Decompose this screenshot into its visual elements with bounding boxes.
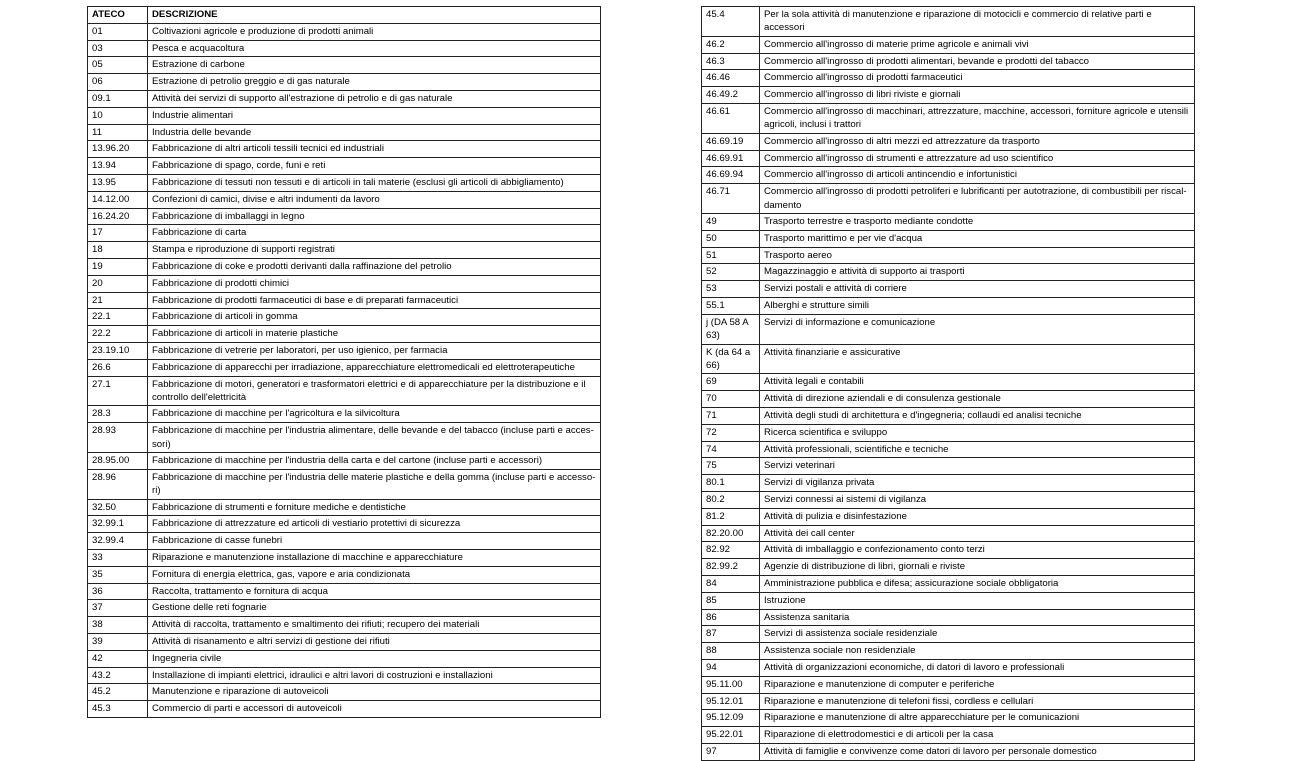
table-row [88,174,601,191]
table-row [88,74,601,91]
ateco-code-cell: 81.2 [702,508,760,525]
ateco-code-cell: 71 [702,408,760,425]
description-cell: Industria delle bevande [148,124,601,141]
table-row [88,650,601,667]
ateco-code-cell: 43.2 [88,667,148,684]
description-cell: Servizi di informazione e comunicazione [760,314,1195,344]
description-cell: Fabbricazione di attrezzature ed articoli di vestiario protettivi di sicurezza [148,516,601,533]
table-row [702,525,1195,542]
description-cell: Fabbricazione di imballaggi in legno [148,208,601,225]
table-row [88,423,601,453]
header-description: DESCRIZIONE [148,7,601,24]
description-cell: Riparazione e manutenzione di telefoni fissi, cordless e cellulari [760,693,1195,710]
ateco-code-cell: 46.49.2 [702,87,760,104]
ateco-code-cell: 39 [88,633,148,650]
table-row [702,104,1195,134]
description-cell: Servizi postali e attività di corriere [760,281,1195,298]
description-cell: Amministrazione pubblica e difesa; assicurazione sociale obbligatoria [760,575,1195,592]
description-cell: Commercio di parti e accessori di autoveicoli [148,701,601,718]
description-cell: Confezioni di camici, divise e altri indumenti da lavoro [148,191,601,208]
table-row [702,693,1195,710]
description-cell: Fabbricazione di strumenti e forniture mediche e dentistiche [148,499,601,516]
table-row [88,583,601,600]
ateco-code-cell: 45.3 [88,701,148,718]
ateco-code-cell: 87 [702,626,760,643]
ateco-code-cell: 46.3 [702,53,760,70]
ateco-code-cell: 26.6 [88,359,148,376]
ateco-code-cell: 46.2 [702,36,760,53]
description-cell: Commercio all'ingrosso di altri mezzi ed attrezzature da trasporto [760,133,1195,150]
table-row [88,208,601,225]
ateco-code-cell: 01 [88,23,148,40]
description-cell: Commercio all'ingrosso di prodotti farmaceutici [760,70,1195,87]
ateco-code-cell: 55.1 [702,298,760,315]
table-row [702,314,1195,344]
ateco-code-cell: 82.99.2 [702,559,760,576]
description-cell: Estrazione di carbone [148,57,601,74]
ateco-code-cell: 33 [88,549,148,566]
table-row [702,424,1195,441]
table-row [88,499,601,516]
description-cell: Commercio all'ingrosso di materie prime agricole e animali vivi [760,36,1195,53]
ateco-code-cell: 05 [88,57,148,74]
description-cell: Attività degli studi di architettura e d'ingegneria; collaudi ed analisi tecniche [760,408,1195,425]
table-row [88,701,601,718]
table-row [88,275,601,292]
ateco-code-cell: 72 [702,424,760,441]
ateco-code-cell: 85 [702,592,760,609]
ateco-code-cell: 22.1 [88,309,148,326]
description-cell: Estrazione di petrolio greggio e di gas naturale [148,74,601,91]
description-cell: Fabbricazione di carta [148,225,601,242]
ateco-code-cell: 28.3 [88,406,148,423]
ateco-code-cell: 28.93 [88,423,148,453]
table-row [702,150,1195,167]
ateco-code-cell: 42 [88,650,148,667]
description-cell: Fabbricazione di macchine per l'agricoltura e la silvicoltura [148,406,601,423]
ateco-code-cell: 86 [702,609,760,626]
ateco-code-cell: 03 [88,40,148,57]
table-row [702,408,1195,425]
description-cell: Fabbricazione di spago, corde, funi e reti [148,158,601,175]
table-row [88,242,601,259]
ateco-code-cell: 17 [88,225,148,242]
ateco-code-cell: 21 [88,292,148,309]
description-cell: Alberghi e strutture simili [760,298,1195,315]
table-row [702,184,1195,214]
table-row [702,626,1195,643]
description-cell: Fabbricazione di apparecchi per irradiazione, apparecchiature elettromedicali ed elettroterapeutiche [148,359,601,376]
ateco-code-cell: 06 [88,74,148,91]
table-row [702,281,1195,298]
description-cell: Assistenza sanitaria [760,609,1195,626]
description-cell: Stampa e riproduzione di supporti registrati [148,242,601,259]
ateco-code-cell: 95.12.01 [702,693,760,710]
description-cell: Ricerca scientifica e sviluppo [760,424,1195,441]
ateco-code-cell: 13.96.20 [88,141,148,158]
description-cell: Fornitura di energia elettrica, gas, vapore e aria condizionata [148,566,601,583]
ateco-code-cell: 37 [88,600,148,617]
ateco-code-cell: 32.50 [88,499,148,516]
ateco-code-cell: 82.20.00 [702,525,760,542]
table-row [702,247,1195,264]
ateco-code-cell: 84 [702,575,760,592]
description-cell: Coltivazioni agricole e produzione di prodotti animali [148,23,601,40]
ateco-code-cell: K (da 64 a 66) [702,344,760,374]
description-cell: Trasporto terrestre e trasporto mediante condotte [760,214,1195,231]
ateco-code-cell: 27.1 [88,376,148,406]
ateco-code-cell: 46.69.94 [702,167,760,184]
table-row [702,475,1195,492]
ateco-code-cell: 10 [88,107,148,124]
table-row [88,469,601,499]
description-cell: Attività legali e contabili [760,374,1195,391]
ateco-code-cell: 53 [702,281,760,298]
ateco-code-cell: 74 [702,441,760,458]
ateco-code-cell: 46.46 [702,70,760,87]
ateco-table-right [701,6,1195,761]
ateco-code-cell: 95.12.09 [702,710,760,727]
table-row [702,458,1195,475]
ateco-code-cell: 45.4 [702,7,760,37]
table-row [88,452,601,469]
table-row [702,70,1195,87]
ateco-code-cell: 23.19.10 [88,342,148,359]
description-cell: Pesca e acquacoltura [148,40,601,57]
ateco-code-cell: 09.1 [88,90,148,107]
ateco-code-cell: 50 [702,230,760,247]
table-row [88,23,601,40]
table-row [702,214,1195,231]
ateco-code-cell: 46.71 [702,184,760,214]
table-row [702,710,1195,727]
table-row [702,133,1195,150]
ateco-code-cell: 82.92 [702,542,760,559]
description-cell: Fabbricazione di macchine per l'industria alimentare, delle bevande e del tabacco (incluse parti e acces-sori) [148,423,601,453]
ateco-code-cell: 95.11.00 [702,676,760,693]
table-row [88,40,601,57]
description-cell: Raccolta, trattamento e fornitura di acqua [148,583,601,600]
ateco-table-left [87,6,601,718]
table-row [88,225,601,242]
description-cell: Per la sola attività di manutenzione e riparazione di motocicli e commercio di relative parti e accessori [760,7,1195,37]
description-cell: Attività di risanamento e altri servizi di gestione dei rifiuti [148,633,601,650]
ateco-code-cell: 19 [88,258,148,275]
ateco-code-cell: 70 [702,391,760,408]
description-cell: Ingegneria civile [148,650,601,667]
table-row [88,326,601,343]
table-row [702,592,1195,609]
table-row [88,617,601,634]
table-row [702,743,1195,760]
description-cell: Gestione delle reti fognarie [148,600,601,617]
description-cell: Fabbricazione di coke e prodotti derivanti dalla raffinazione del petrolio [148,258,601,275]
table-row [88,359,601,376]
table-row [88,90,601,107]
table-row [702,230,1195,247]
description-cell: Fabbricazione di tessuti non tessuti e di articoli in tali materie (esclusi gli articoli di abbigliamento) [148,174,601,191]
ateco-code-cell: 13.94 [88,158,148,175]
description-cell: Trasporto marittimo e per vie d'acqua [760,230,1195,247]
ateco-code-cell: 94 [702,659,760,676]
description-cell: Attività di organizzazioni economiche, di datori di lavoro e professionali [760,659,1195,676]
table-row [702,36,1195,53]
ateco-code-cell: j (DA 58 A 63) [702,314,760,344]
description-cell: Attività professionali, scientifiche e tecniche [760,441,1195,458]
ateco-code-cell: 20 [88,275,148,292]
description-cell: Fabbricazione di motori, generatori e trasformatori elettrici e di apparecchiature per la distribuzione e il controllo dell'elettricità [148,376,601,406]
table-row [88,258,601,275]
table-row [88,406,601,423]
table-row [702,727,1195,744]
description-cell: Manutenzione e riparazione di autoveicoli [148,684,601,701]
description-cell: Riparazione e manutenzione installazione di macchine e apparecchiature [148,549,601,566]
ateco-code-cell: 36 [88,583,148,600]
ateco-code-cell: 80.1 [702,475,760,492]
description-cell: Servizi veterinari [760,458,1195,475]
table-row [702,609,1195,626]
table-row [702,643,1195,660]
table-row [702,542,1195,559]
description-cell: Trasporto aereo [760,247,1195,264]
ateco-code-cell: 95.22.01 [702,727,760,744]
description-cell: Attività dei call center [760,525,1195,542]
table-row [702,575,1195,592]
description-cell: Servizi di assistenza sociale residenziale [760,626,1195,643]
ateco-code-cell: 80.2 [702,492,760,509]
ateco-code-cell: 28.96 [88,469,148,499]
table-row [702,659,1195,676]
ateco-code-cell: 32.99.4 [88,533,148,550]
description-cell: Fabbricazione di articoli in materie plastiche [148,326,601,343]
description-cell: Commercio all'ingrosso di strumenti e attrezzature ad uso scientifico [760,150,1195,167]
table-row [702,264,1195,281]
table-row [88,566,601,583]
description-cell: Fabbricazione di articoli in gomma [148,309,601,326]
description-cell: Fabbricazione di vetrerie per laboratori, per uso igienico, per farmacia [148,342,601,359]
table-row [88,600,601,617]
table-row [88,191,601,208]
table-row [702,87,1195,104]
table-row [702,441,1195,458]
table-row [88,516,601,533]
table-row [702,167,1195,184]
table-row [88,549,601,566]
ateco-code-cell: 38 [88,617,148,634]
ateco-code-cell: 13.95 [88,174,148,191]
table-row [702,374,1195,391]
table-row [702,676,1195,693]
ateco-code-cell: 49 [702,214,760,231]
description-cell: Commercio all'ingrosso di articoli antincendio e infortunistici [760,167,1195,184]
description-cell: Fabbricazione di prodotti chimici [148,275,601,292]
description-cell: Fabbricazione di macchine per l'industria della carta e del cartone (incluse parti e accessori) [148,452,601,469]
description-cell: Fabbricazione di altri articoli tessili tecnici ed industriali [148,141,601,158]
table-row [88,57,601,74]
ateco-code-cell: 97 [702,743,760,760]
ateco-code-cell: 35 [88,566,148,583]
ateco-code-cell: 75 [702,458,760,475]
description-cell: Istruzione [760,592,1195,609]
ateco-code-cell: 51 [702,247,760,264]
table-row [88,158,601,175]
ateco-code-cell: 28.95.00 [88,452,148,469]
ateco-code-cell: 52 [702,264,760,281]
ateco-code-cell: 88 [702,643,760,660]
description-cell: Magazzinaggio e attività di supporto ai trasporti [760,264,1195,281]
table-row [88,309,601,326]
description-cell: Industrie alimentari [148,107,601,124]
ateco-code-cell: 32.99.1 [88,516,148,533]
table-row [702,298,1195,315]
ateco-code-cell: 46.61 [702,104,760,134]
description-cell: Attività di imballaggio e confezionamento conto terzi [760,542,1195,559]
description-cell: Fabbricazione di macchine per l'industria delle materie plastiche e della gomma (incluse parti e accesso-ri) [148,469,601,499]
table-row [88,376,601,406]
table-row [88,667,601,684]
table-row [88,124,601,141]
table-row [88,684,601,701]
description-cell: Attività di pulizia e disinfestazione [760,508,1195,525]
description-cell: Riparazione e manutenzione di altre apparecchiature per le comunicazioni [760,710,1195,727]
ateco-code-cell: 16.24.20 [88,208,148,225]
description-cell: Assistenza sociale non residenziale [760,643,1195,660]
description-cell: Servizi di vigilanza privata [760,475,1195,492]
table-row [702,492,1195,509]
description-cell: Attività dei servizi di supporto all'estrazione di petrolio e di gas naturale [148,90,601,107]
description-cell: Attività di direzione aziendali e di consulenza gestionale [760,391,1195,408]
ateco-code-cell: 46.69.91 [702,150,760,167]
table-row [88,141,601,158]
description-cell: Installazione di impianti elettrici, idraulici e altri lavori di costruzioni e installazioni [148,667,601,684]
description-cell: Commercio all'ingrosso di prodotti petroliferi e lubrificanti per autotrazione, di combustibili per riscal-damento [760,184,1195,214]
ateco-code-cell: 14.12.00 [88,191,148,208]
table-row [702,53,1195,70]
table-row [88,633,601,650]
table-row [88,533,601,550]
description-cell: Riparazione di elettrodomestici e di articoli per la casa [760,727,1195,744]
table-row [88,342,601,359]
table-row [88,292,601,309]
table-row [702,391,1195,408]
description-cell: Fabbricazione di prodotti farmaceutici di base e di preparati farmaceutici [148,292,601,309]
table-row [702,508,1195,525]
ateco-code-cell: 18 [88,242,148,259]
description-cell: Commercio all'ingrosso di macchinari, attrezzature, macchine, accessori, forniture agricole e utensili agricoli, inclusi i trattori [760,104,1195,134]
description-cell: Attività di raccolta, trattamento e smaltimento dei rifiuti; recupero dei materiali [148,617,601,634]
description-cell: Attività di famiglie e convivenze come datori di lavoro per personale domestico [760,743,1195,760]
table-header-row [88,7,601,24]
header-code: ATECO [88,7,148,24]
description-cell: Commercio all'ingrosso di prodotti alimentari, bevande e prodotti del tabacco [760,53,1195,70]
table-row [702,344,1195,374]
table-row [88,107,601,124]
description-cell: Riparazione e manutenzione di computer e periferiche [760,676,1195,693]
ateco-code-cell: 22.2 [88,326,148,343]
description-cell: Fabbricazione di casse funebri [148,533,601,550]
table-row [702,7,1195,37]
ateco-code-cell: 11 [88,124,148,141]
ateco-code-cell: 69 [702,374,760,391]
description-cell: Attività finanziarie e assicurative [760,344,1195,374]
ateco-code-cell: 45.2 [88,684,148,701]
description-cell: Commercio all'ingrosso di libri riviste e giornali [760,87,1195,104]
description-cell: Servizi connessi ai sistemi di vigilanza [760,492,1195,509]
ateco-code-cell: 46.69.19 [702,133,760,150]
description-cell: Agenzie di distribuzione di libri, giornali e riviste [760,559,1195,576]
table-row [702,559,1195,576]
